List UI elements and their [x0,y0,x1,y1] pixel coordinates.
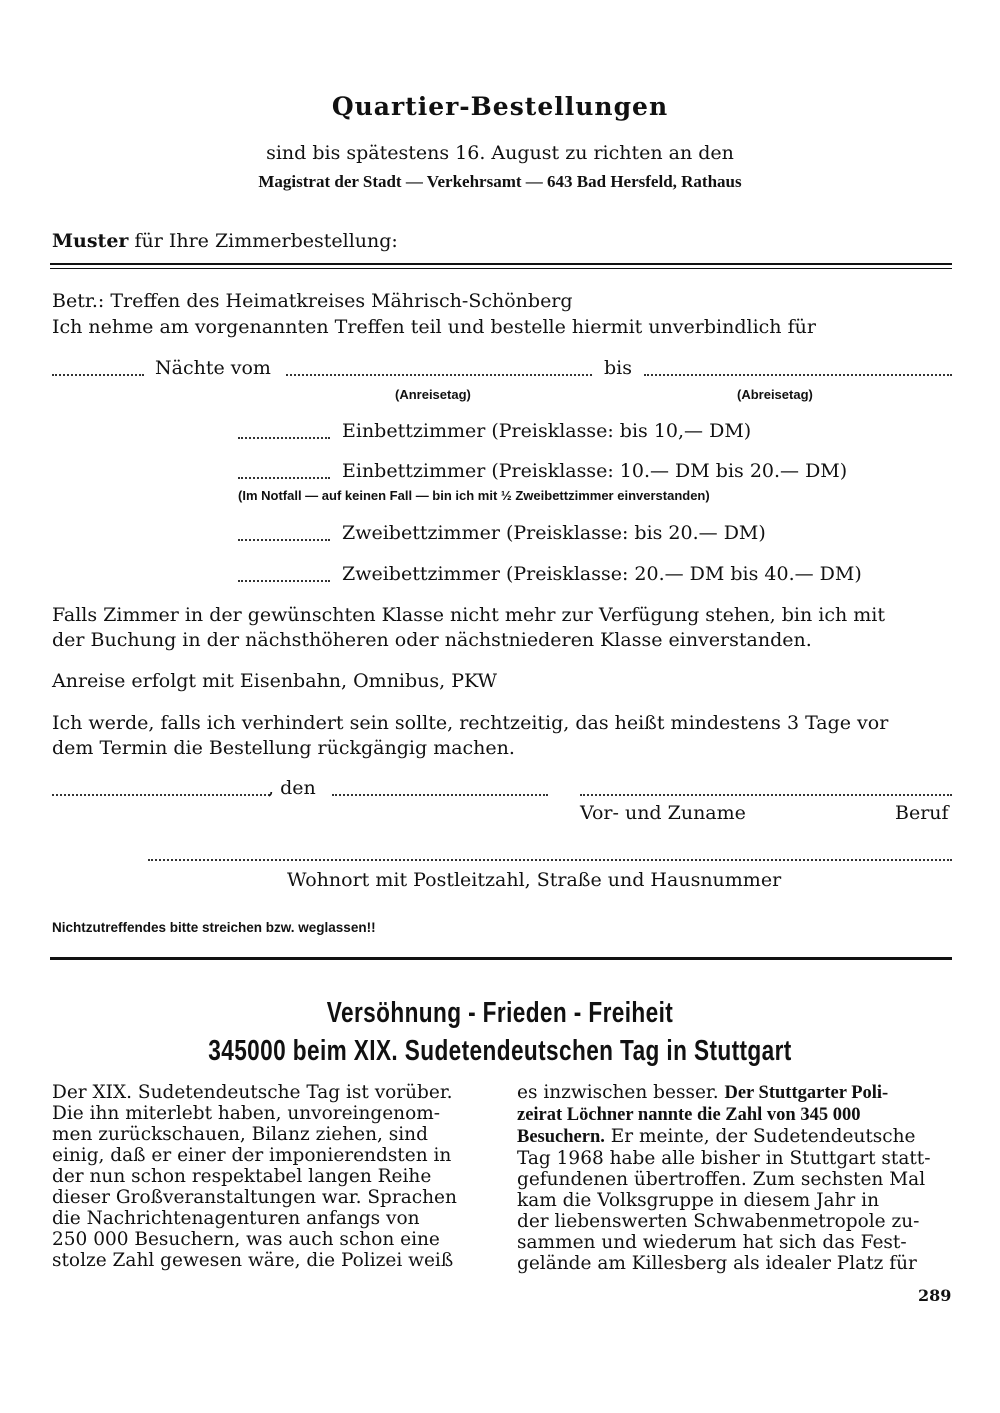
left-line: 250 000 Besuchern, was auch schon eine [52,1229,440,1250]
until-label: bis [604,357,632,379]
fallback-text-line1: Falls Zimmer in der gewünschten Klasse nicht mehr zur Verfügung stehen, bin ich mit [52,604,885,626]
top-divider-thick [50,263,952,265]
cancellation-line2: dem Termin die Bestellung rückgängig machen. [52,737,515,759]
bottom-divider [50,957,952,960]
arrival-day-label: (Anreisetag) [395,387,471,402]
right-line [517,1126,953,1148]
article-right-column [517,1082,953,1274]
occupation-label: Beruf [895,802,949,824]
name-label: Vor- und Zuname [580,802,746,824]
article-left-column [52,1082,488,1271]
travel-mode-line: Anreise erfolgt mit Eisenbahn, Omnibus, PKW [52,670,498,692]
right-bold-text: Der Stuttgarter Poli- [724,1083,889,1103]
left-line: dieser Großveranstaltungen war. Sprachen [52,1187,457,1208]
room2-label: Einbettzimmer (Preisklasse: 10.— DM bis 20.— DM) [342,460,848,482]
top-divider-thin [50,268,952,269]
date-label: , den [268,777,316,799]
right-line [517,1082,953,1104]
right-line: kam die Volksgruppe in diesem Jahr in [517,1190,879,1211]
strike-note: Nichtzutreffendes bitte streichen bzw. weglassen!! [52,920,376,935]
left-line: men zurückschauen, Bilanz ziehen, sind [52,1124,428,1145]
left-line: der nun schon respektabel langen Reihe [52,1166,432,1187]
left-line: einig, daß er einer der imponierendsten in [52,1145,452,1166]
sample-heading-bold: Muster [52,230,129,252]
address-label: Wohnort mit Postleitzahl, Straße und Hausnummer [287,869,782,891]
nights-count-field[interactable] [52,374,144,376]
fallback-text-line2: der Buchung in der nächsthöheren oder nächstniederen Klasse einverstanden. [52,629,812,651]
article-headline-2: 345000 beim XIX. Sudetendeutschen Tag in Stuttgart [208,1035,792,1067]
room3-label: Zweibettzimmer (Preisklasse: bis 20.— DM) [342,522,766,544]
room1-count-field[interactable] [238,437,330,439]
departure-date-field[interactable] [644,374,952,376]
room3-count-field[interactable] [238,539,330,541]
left-line: stolze Zahl gewesen wäre, die Polizei weiß [52,1250,454,1271]
right-text: Er meinte, der Sudetendeutsche [610,1126,916,1147]
subject-line: Betr.: Treffen des Heimatkreises Mährisch-Schönberg [52,290,573,312]
emergency-note: (Im Notfall — auf keinen Fall — bin ich mit ½ Zweibettzimmer einverstanden) [238,488,710,503]
right-line [517,1104,953,1126]
left-line: Die ihn miterlebt haben, unvoreingenom- [52,1103,441,1124]
page-number: 289 [918,1286,952,1305]
room2-count-field[interactable] [238,477,330,479]
page-title: Quartier-Bestellungen [331,92,669,121]
right-bold-text: Besuchern. [517,1127,605,1147]
name-occupation-field[interactable] [580,794,952,796]
right-line: Tag 1968 habe alle bisher in Stuttgart statt- [517,1148,931,1169]
address-line: Magistrat der Stadt — Verkehrsamt — 643 Bad Hersfeld, Rathaus [258,172,742,191]
room1-label: Einbettzimmer (Preisklasse: bis 10,— DM) [342,420,752,442]
place-field[interactable] [52,794,270,796]
left-line: die Nachrichtenagenturen anfangs von [52,1208,420,1229]
right-text: es inzwischen besser. [517,1082,719,1103]
departure-day-label: (Abreisetag) [737,387,813,402]
intro-line: Ich nehme am vorgenannten Treffen teil und bestelle hiermit unverbindlich für [52,316,816,338]
right-bold-text: zeirat Löchner nannte die Zahl von 345 000 [517,1105,861,1125]
deadline-line: sind bis spätestens 16. August zu richten an den [266,142,734,164]
nights-from-label: Nächte vom [155,357,271,379]
right-line: gelände am Killesberg als idealer Platz für [517,1253,917,1274]
right-line: der liebenswerten Schwabenmetropole zu- [517,1211,920,1232]
cancellation-line1: Ich werde, falls ich verhindert sein sollte, rechtzeitig, das heißt mindestens 3 Tage vor [52,712,889,734]
sample-heading-rest: für Ihre Zimmerbestellung: [134,230,398,252]
right-line: sammen und wiederum hat sich das Fest- [517,1232,907,1253]
address-field[interactable] [148,859,952,861]
sample-heading [52,230,398,252]
date-field[interactable] [332,794,548,796]
room4-count-field[interactable] [238,580,330,582]
right-line: gefundenen übertroffen. Zum sechsten Mal [517,1169,926,1190]
left-line: Der XIX. Sudetendeutsche Tag ist vorüber. [52,1082,453,1103]
arrival-date-field[interactable] [286,374,592,376]
room4-label: Zweibettzimmer (Preisklasse: 20.— DM bis 40.— DM) [342,563,862,585]
article-headline-1: Versöhnung - Frieden - Freiheit [326,997,674,1029]
